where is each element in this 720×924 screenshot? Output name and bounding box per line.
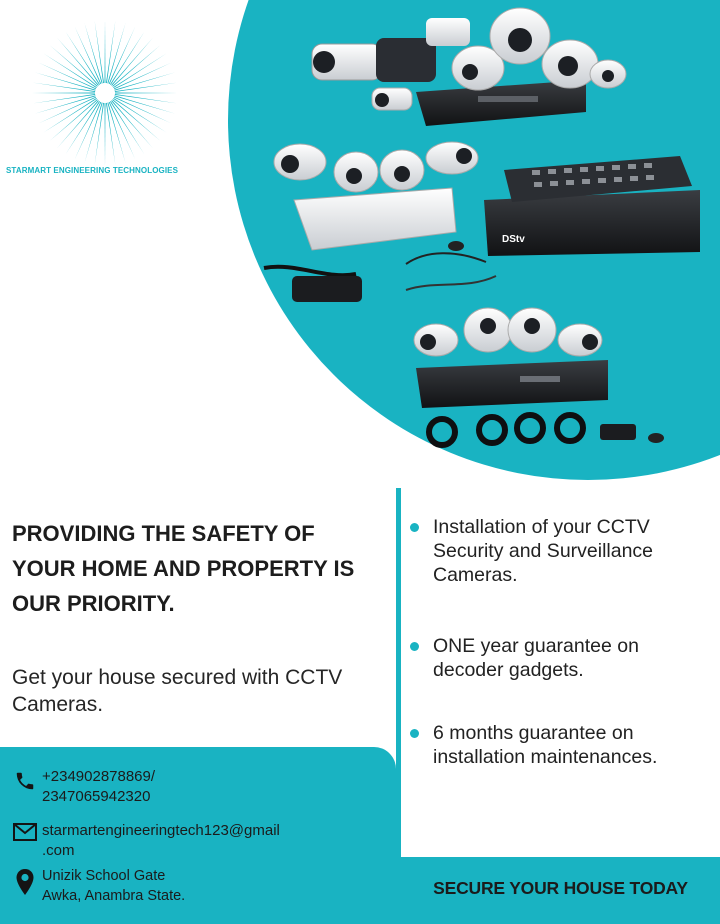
contact-email bbox=[12, 821, 280, 861]
contact-address bbox=[12, 866, 185, 906]
envelope-icon bbox=[12, 821, 38, 841]
phone-line-1[interactable]: +234902878869/ bbox=[42, 768, 156, 785]
bullet-dot-icon bbox=[410, 729, 419, 738]
contact-panel bbox=[0, 747, 396, 924]
bullet-dot-icon bbox=[410, 523, 419, 532]
service-item bbox=[410, 634, 710, 682]
logo-ray bbox=[84, 102, 102, 163]
cctv-products-image bbox=[256, 0, 720, 470]
starburst-logo-icon bbox=[30, 18, 180, 168]
logo-ray bbox=[35, 95, 96, 113]
decoder-badge: DStv bbox=[502, 234, 525, 245]
camera-group-bottom bbox=[414, 308, 664, 445]
logo-ray bbox=[111, 100, 153, 148]
logo-ray bbox=[114, 95, 175, 113]
email-line-1[interactable]: starmartengineeringtech123@gmail bbox=[42, 822, 280, 839]
logo-ray bbox=[115, 93, 178, 94]
address-line-1: Unizik School Gate bbox=[42, 868, 166, 884]
logo-ray bbox=[32, 93, 95, 94]
logo-ray bbox=[112, 99, 160, 141]
logo-ray bbox=[105, 20, 106, 83]
logo-ray bbox=[112, 45, 160, 87]
logo-ray bbox=[50, 99, 98, 141]
headline: PROVIDING THE SAFETY OF YOUR HOME AND PROPERTY IS OUR PRIORITY. bbox=[12, 521, 355, 616]
location-pin-icon bbox=[12, 866, 38, 896]
subline: Get your house secured with CCTV Cameras. bbox=[12, 666, 343, 716]
logo-ray bbox=[107, 23, 125, 84]
cta-panel bbox=[401, 857, 720, 924]
service-text: 6 months guarantee on installation maintenances. bbox=[433, 722, 658, 768]
phone-icon bbox=[12, 767, 38, 793]
logo-ray bbox=[107, 102, 125, 163]
contact-phone bbox=[12, 767, 155, 807]
phone-line-2[interactable]: 2347065942320 bbox=[42, 788, 151, 805]
decoder-with-remote bbox=[484, 156, 700, 256]
service-item bbox=[410, 721, 710, 769]
logo-ray bbox=[84, 23, 102, 84]
email-line-2[interactable]: .com bbox=[42, 842, 75, 859]
brand-name: STARMART ENGINEERING TECHNOLOGIES bbox=[6, 166, 179, 175]
logo-ray bbox=[57, 100, 99, 148]
logo-ray bbox=[57, 38, 99, 86]
service-text: ONE year guarantee on decoder gadgets. bbox=[433, 635, 639, 681]
bullet-dot-icon bbox=[410, 642, 419, 651]
logo-ray bbox=[111, 38, 153, 86]
service-item bbox=[410, 515, 710, 587]
logo-ray bbox=[114, 72, 175, 90]
cta-text: SECURE YOUR HOUSE TODAY bbox=[433, 878, 688, 898]
camera-group-middle bbox=[264, 142, 496, 302]
camera-group-top bbox=[312, 8, 626, 126]
logo-ray bbox=[50, 45, 98, 87]
service-text: Installation of your CCTV Security and Surveillance Cameras. bbox=[433, 516, 654, 586]
logo-ray bbox=[35, 72, 96, 90]
logo-ray bbox=[105, 103, 106, 166]
address-line-2: Awka, Anambra State. bbox=[42, 888, 186, 904]
